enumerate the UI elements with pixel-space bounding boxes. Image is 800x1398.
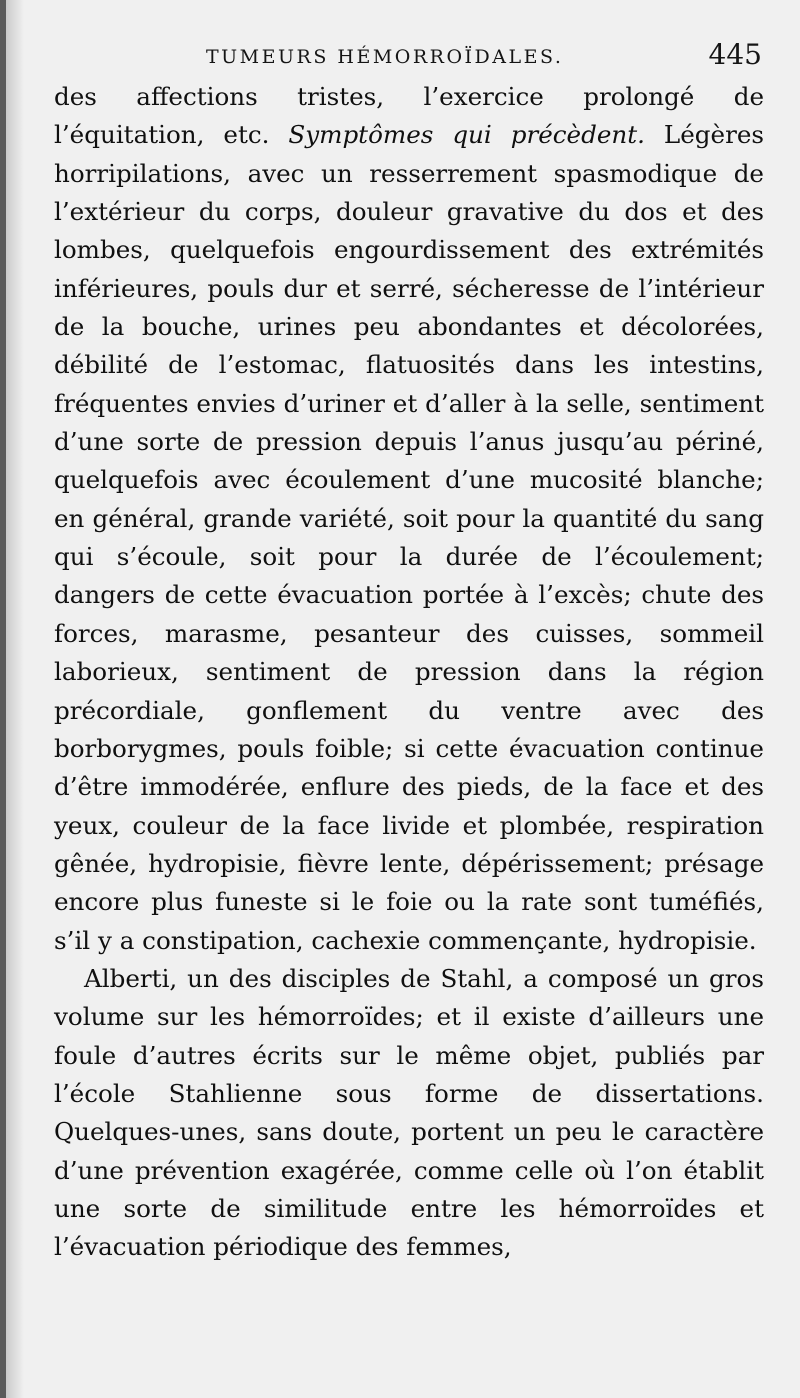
page-number: 445 bbox=[708, 38, 762, 71]
paragraph-1 bbox=[54, 78, 764, 960]
running-title: TUMEURS HÉMORROÏDALES. bbox=[206, 46, 564, 68]
body-text bbox=[54, 78, 764, 1267]
paragraph-1-rest: Légères horripilations, avec un resserrement spasmodique de l’extérieur du corps, douleur gravative du dos et des lombes, quelquefois engourdissement des extrémités inférieures, pouls dur et serré, sécheresse de l’intérieur de la bouche, urines peu abondantes et décolorées, débilité de l’estomac, flatuosités dans les intestins, fréquentes envies d’uriner et d’aller à la selle, sentiment d’une sorte de pression depuis l’anus jusqu’au périné, quelquefois avec écoulement d’une mucosité blanche; en général, grande variété, soit pour la quantité du sang qui s’écoule, soit pour la durée de l’écoulement; dangers de cette évacuation portée à l’excès; chute des forces, marasme, pesanteur des cuisses, sommeil laborieux, sentiment de pression dans la région précordiale, gonflement du ventre avec des borborygmes, pouls foible; si cette évacuation continue d’être immodérée, enflure des pieds, de la face et des yeux, couleur de la face livide et plombée, respiration gênée, hydropisie, fièvre lente, dépérissement; présage encore plus funeste si le foie ou la rate sont tuméfiés, s’il y a constipation, cachexie commençante, hydropisie. bbox=[54, 120, 764, 955]
paragraph-1-italic-heading: Symptômes qui précèdent. bbox=[288, 120, 645, 150]
paragraph-1-start: des affections tristes, l’exercice prolongé de l’équitation, etc. bbox=[54, 82, 764, 150]
paragraph-2: Alberti, un des disciples de Stahl, a composé un gros volume sur les hémorroïdes; et il existe d’ailleurs une foule d’autres écrits sur le même objet, publiés par l’école Stahlienne sous forme de dissertations. Quelques-unes, sans doute, portent un peu le caractère d’une prévention exagérée, comme celle où l’on établit une sorte de similitude entre les hémorroïdes et l’évacuation périodique des femmes, bbox=[54, 963, 764, 1262]
running-head bbox=[6, 38, 800, 78]
